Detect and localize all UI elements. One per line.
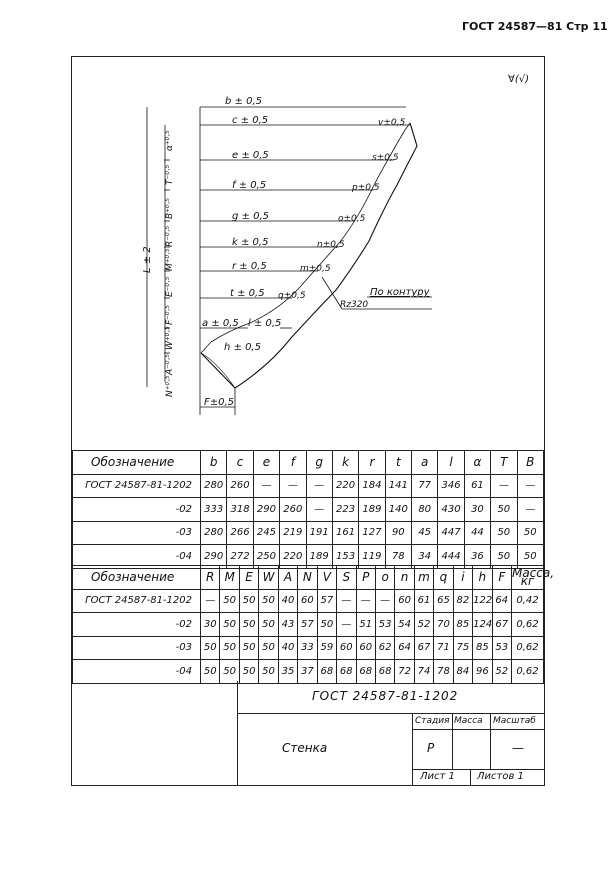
dim-e: e ± 0,5 [232,150,269,161]
table-cell: 50 [491,521,517,545]
dim-a: a ± 0,5 [202,318,239,329]
dim-f: f ± 0,5 [232,180,267,191]
table-cell: 0,62 [512,660,544,684]
table-cell: 50 [517,521,544,545]
contour-note: По контуру [370,287,430,298]
column-header: h [473,566,492,590]
column-header: q [434,566,453,590]
table-cell: 266 [227,521,253,545]
designation-cell: -04 [73,545,201,569]
column-header: i [453,566,472,590]
column-header: k [332,451,358,475]
column-header: t [385,451,411,475]
table-row [73,636,544,660]
column-header: f [280,451,306,475]
column-header: B [517,451,544,475]
part-drawing [72,57,544,453]
column-header: r [359,451,385,475]
table-cell: 119 [359,545,385,569]
table-cell: 127 [359,521,385,545]
table-cell: 346 [438,474,464,498]
tb-divider [470,769,471,785]
table-cell: 59 [317,636,336,660]
table-cell: 124 [473,613,492,637]
scale-label: Масштаб [493,716,536,726]
table-cell: 223 [332,498,358,522]
vl-W: W⁺⁰·⁵ [165,326,175,350]
table-cell: 447 [438,521,464,545]
tb-divider [412,729,544,730]
table-cell: 70 [434,613,453,637]
table-cell: 34 [412,545,438,569]
table-cell: 50 [259,660,278,684]
vl-R: R⁻⁰·⁵ [165,225,175,247]
pt-n: n±0,5 [317,240,345,250]
pt-v: v±0,5 [378,118,406,128]
pt-p: p±0,5 [352,183,380,193]
table-cell: 141 [385,474,411,498]
column-header: m [414,566,433,590]
table-cell: 50 [259,589,278,613]
table-cell: 50 [201,636,220,660]
doc-code: ГОСТ 24587-81-1202 [312,689,459,703]
table-row [73,474,544,498]
table-cell: 245 [253,521,279,545]
scale-value: — [512,741,524,755]
table-cell: 333 [201,498,227,522]
vl-A: A⁻⁰·⁵ [165,354,175,375]
table-cell: 50 [491,545,517,569]
column-header: l [438,451,464,475]
table-cell: 161 [332,521,358,545]
tb-divider [412,713,413,785]
designation-cell: Обозначение [73,566,201,590]
table-cell: — [306,498,332,522]
table-cell: 61 [464,474,490,498]
table-cell: 45 [412,521,438,545]
table-cell: 68 [337,660,356,684]
table-row [73,498,544,522]
table-cell: 430 [438,498,464,522]
column-header: M [220,566,239,590]
roughness-note: Rz320 [340,300,369,310]
table-cell: 74 [414,660,433,684]
table-cell: 250 [253,545,279,569]
tb-divider [237,681,238,785]
table-cell: 65 [434,589,453,613]
table-cell: 57 [298,613,317,637]
column-header: c [227,451,253,475]
vl-M: M⁺⁰·⁵ [165,248,175,271]
table-cell: 280 [201,474,227,498]
table-cell: — [356,589,375,613]
table-cell: 30 [464,498,490,522]
table-cell: 50 [201,660,220,684]
table-cell: 0,62 [512,636,544,660]
table-cell: 33 [298,636,317,660]
table-cell: 53 [375,613,394,637]
table-cell: 50 [259,613,278,637]
table-cell: 50 [491,498,517,522]
table-cell: 50 [259,636,278,660]
table-cell: 60 [337,636,356,660]
table-cell: 67 [414,636,433,660]
vl-F: F⁻⁰·⁵ [165,304,175,325]
table-cell: 153 [332,545,358,569]
table-row [73,660,544,684]
table-cell: 189 [306,545,332,569]
dimensions-table-1 [72,450,544,569]
table-cell: — [337,613,356,637]
table-cell: 67 [492,613,511,637]
roughness-symbol: ∀(√) [508,74,530,85]
column-header: b [201,451,227,475]
table-cell: 50 [220,636,239,660]
table-cell: 290 [253,498,279,522]
table-cell: 82 [453,589,472,613]
pt-o: o±0,5 [338,214,366,224]
table-cell: 44 [464,521,490,545]
dim-k: k ± 0,5 [232,237,269,248]
pt-q: q±0,5 [278,291,306,301]
designation-cell: -04 [73,660,201,684]
table-cell: 52 [414,613,433,637]
page-header: ГОСТ 24587—81 Стр 11 [462,20,608,33]
table-cell: 50 [239,636,258,660]
dim-c: c ± 0,5 [232,115,269,126]
table-cell: 191 [306,521,332,545]
table-row [73,613,544,637]
column-header: V [317,566,336,590]
column-header: W [259,566,278,590]
stage-label: Стадия [415,716,450,726]
table-cell: 219 [280,521,306,545]
vl-E: E⁻⁰·⁵ [165,276,175,297]
table-cell: 96 [473,660,492,684]
table-cell: 78 [434,660,453,684]
column-header: R [201,566,220,590]
table-cell: 50 [317,613,336,637]
designation-cell: ГОСТ 24587-81-1202 [73,589,201,613]
sheet-label: Лист 1 [420,771,455,782]
table-cell: — [306,474,332,498]
table-cell: 71 [434,636,453,660]
table-cell: 50 [239,613,258,637]
table-cell: 61 [414,589,433,613]
table-row [73,521,544,545]
table-header-row [73,451,544,475]
column-header: a [412,451,438,475]
table-cell: 444 [438,545,464,569]
column-header: α [464,451,490,475]
tb-divider [490,713,491,769]
table-cell: 290 [201,545,227,569]
table-cell: 72 [395,660,414,684]
column-header: F [492,566,511,590]
pt-m: m±0,5 [300,264,331,274]
table-cell: 75 [453,636,472,660]
vl-B: B⁺⁰·⁵ [165,197,175,219]
table-cell: 64 [395,636,414,660]
table-cell: 318 [227,498,253,522]
table-cell: 260 [227,474,253,498]
table-cell: 84 [453,660,472,684]
table-cell: — [517,498,544,522]
table-cell: 50 [220,589,239,613]
dim-h: h ± 0,5 [224,342,261,353]
mass-label: Масса [454,716,483,726]
table-cell: 57 [317,589,336,613]
table-cell: 68 [317,660,336,684]
table-cell: 85 [473,636,492,660]
column-header: g [306,451,332,475]
dim-l: l ± 0,5 [248,318,282,329]
designation-cell: -03 [73,636,201,660]
table-cell: 50 [239,589,258,613]
table-cell: — [280,474,306,498]
drawing-frame [71,56,555,786]
table-cell: 0,42 [512,589,544,613]
tb-divider [412,769,544,770]
table-cell: — [337,589,356,613]
dim-r: r ± 0,5 [232,261,267,272]
column-header: E [239,566,258,590]
table-cell: 272 [227,545,253,569]
table-cell: 122 [473,589,492,613]
table-cell: 189 [359,498,385,522]
column-header: T [491,451,517,475]
vl-N: N⁺⁰·⁵ [165,375,175,397]
column-header: P [356,566,375,590]
table-cell: 40 [278,636,297,660]
column-header: S [337,566,356,590]
table-cell: 140 [385,498,411,522]
dim-L: L ± 2 [142,246,153,273]
dim-b: b ± 0,5 [225,96,262,107]
table-cell: — [201,589,220,613]
table-cell: 280 [201,521,227,545]
table-cell: 220 [332,474,358,498]
column-header: e [253,451,279,475]
table-cell: — [491,474,517,498]
table-cell: 68 [375,660,394,684]
table-header-row [73,566,544,590]
table-row [73,589,544,613]
table-cell: 50 [239,660,258,684]
table-cell: 30 [201,613,220,637]
table-cell: 77 [412,474,438,498]
dim-g: g ± 0,5 [232,211,269,222]
table-cell: 40 [278,589,297,613]
sheets-label: Листов 1 [477,771,524,782]
designation-cell: Обозначение [73,451,201,475]
dim-t: t ± 0,5 [230,288,265,299]
table-cell: 37 [298,660,317,684]
designation-cell: -03 [73,521,201,545]
designation-cell: -02 [73,498,201,522]
table-cell: 80 [412,498,438,522]
table-cell: 68 [356,660,375,684]
designation-cell: -02 [73,613,201,637]
table-cell: — [375,589,394,613]
column-header: N [298,566,317,590]
column-header: o [375,566,394,590]
table-cell: 85 [453,613,472,637]
tb-divider [237,713,544,714]
table-cell: 90 [385,521,411,545]
table-cell: 64 [492,589,511,613]
table-cell: — [517,474,544,498]
table-cell: 53 [492,636,511,660]
table-cell: 220 [280,545,306,569]
stage-value: Р [427,741,435,755]
table-cell: 35 [278,660,297,684]
vl-alpha: α⁺⁰·⁵ [165,130,175,151]
pt-s: s±0,5 [372,153,399,163]
table-cell: 60 [356,636,375,660]
table-cell: 60 [395,589,414,613]
table-cell: 60 [298,589,317,613]
table-cell: 51 [356,613,375,637]
table-cell: 54 [395,613,414,637]
designation-cell: ГОСТ 24587-81-1202 [73,474,201,498]
part-name: Стенка [282,741,328,755]
table-cell: 50 [220,660,239,684]
table-cell: 43 [278,613,297,637]
dimensions-table-2 [72,565,555,684]
column-header: Масса, кг [512,566,555,589]
dim-F: F±0,5 [204,397,235,408]
table-cell: 78 [385,545,411,569]
vl-T: T⁻⁰·⁵ [165,164,175,185]
table-cell: 184 [359,474,385,498]
table-cell: 260 [280,498,306,522]
column-header: A [278,566,297,590]
table-cell: 52 [492,660,511,684]
table-cell: 62 [375,636,394,660]
table-cell: 36 [464,545,490,569]
tb-divider [452,713,453,769]
table-cell: 50 [220,613,239,637]
table-cell: — [253,474,279,498]
column-header: n [395,566,414,590]
table-cell: 50 [517,545,544,569]
table-cell: 0,62 [512,613,544,637]
